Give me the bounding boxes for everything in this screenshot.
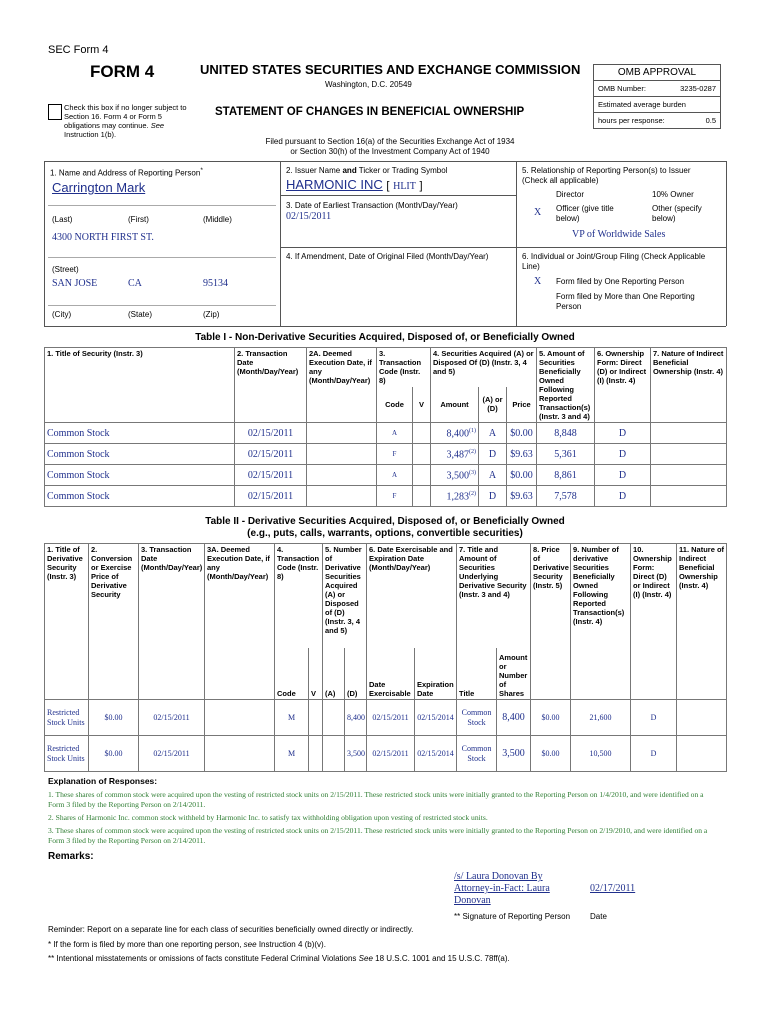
one-person-mark: X bbox=[534, 276, 542, 287]
t2-form: D bbox=[631, 700, 677, 736]
t1-h-owned: 5. Amount of Securities Beneficially Owned Following Reported Transaction(s) (Instr. 3 and 4) bbox=[537, 348, 595, 423]
explanation-1: 1. These shares of common stock were acquired upon the vesting of restricted stock units on 2/15/2011. These restricted stock units were initially granted to the Reporting Person on 1/4/2010, and were identified on a Form 3 filed by the Reporting Person on 2/14/2011. bbox=[48, 790, 704, 809]
omb-burden: Estimated average burden bbox=[593, 97, 721, 113]
t1-h-deemed: 2A. Deemed Execution Date, if any (Month/Day/Year) bbox=[307, 348, 377, 423]
city-value: SAN JOSE bbox=[52, 278, 98, 289]
t1-price: $9.63 bbox=[507, 444, 537, 465]
t1-owned: 8,848 bbox=[537, 423, 595, 444]
t1-deemed bbox=[307, 423, 377, 444]
t1-nature bbox=[651, 486, 727, 507]
t2-h-underlying: 7. Title and Amount of Securities Underlying Derivative Security (Instr. 3 and 4) bbox=[457, 544, 531, 648]
t2-h-shares: Amount or Number of Shares bbox=[497, 648, 531, 700]
t2-h-nature: 11. Nature of Indirect Beneficial Ownership (Instr. 4) bbox=[677, 544, 727, 700]
table2-title: Table II - Derivative Securities Acquired, Disposed of, or Beneficially Owned (e.g., puts, calls, warrants, options, convertible securities) bbox=[205, 516, 565, 539]
t1-price: $9.63 bbox=[507, 486, 537, 507]
t1-v bbox=[413, 423, 431, 444]
zip-value: 95134 bbox=[203, 278, 228, 289]
table-row bbox=[45, 736, 727, 772]
checkbox-text: Check this box if no longer subject to Section 16. Form 4 or Form 5 obligations may continue. See Instruction 1(b). bbox=[64, 103, 187, 139]
t2-date: 02/15/2011 bbox=[139, 700, 205, 736]
statement-title: STATEMENT OF CHANGES IN BENEFICIAL OWNERSHIP bbox=[215, 106, 525, 118]
t1-aod: D bbox=[479, 486, 507, 507]
t2-h-a: (A) bbox=[323, 648, 345, 700]
t1-code: A bbox=[377, 423, 413, 444]
street-label: (Street) bbox=[52, 265, 79, 274]
t1-h-code-sub: Code bbox=[377, 387, 413, 423]
t1-aod: A bbox=[479, 423, 507, 444]
box3-label: 3. Date of Earliest Transaction (Month/Day/Year) bbox=[286, 201, 458, 210]
state-value: CA bbox=[128, 278, 142, 289]
t1-price: $0.00 bbox=[507, 423, 537, 444]
t1-nature bbox=[651, 444, 727, 465]
t1-amount: 3,500$^{(3)}$ bbox=[431, 465, 479, 486]
middle-label: (Middle) bbox=[203, 215, 232, 224]
reminder: Reminder: Report on a separate line for each class of securities beneficially owned directly or indirectly. bbox=[48, 925, 414, 934]
last-label: (Last) bbox=[52, 215, 73, 224]
t1-h-acquired: 4. Securities Acquired (A) or Disposed Of (D) (Instr. 3, 4 and 5) bbox=[431, 348, 537, 387]
t2-a bbox=[323, 700, 345, 736]
t1-date: 02/15/2011 bbox=[235, 465, 307, 486]
t1-code: F bbox=[377, 486, 413, 507]
t2-security: Restricted Stock Units bbox=[45, 700, 89, 736]
t2-h-price: 8. Price of Derivative Security (Instr. 5) bbox=[531, 544, 571, 700]
t2-h-form: 10. Ownership Form: Direct (D) or Indirect (I) (Instr. 4) bbox=[631, 544, 677, 700]
omb-hours-row bbox=[593, 113, 721, 129]
t2-h-code-sub: Code bbox=[275, 648, 309, 700]
t2-exercisable: 02/15/2011 bbox=[367, 736, 415, 772]
omb-number-value: 3235-0287 bbox=[680, 84, 716, 93]
explanation-2: 2. Shares of Harmonic Inc. common stock withheld by Harmonic Inc. to satisfy tax withholding obligation upon vesting of restricted stock units. bbox=[48, 813, 488, 822]
t1-form: D bbox=[595, 444, 651, 465]
box1-label: 1. Name and Address of Reporting Person* bbox=[50, 167, 203, 178]
t1-form: D bbox=[595, 486, 651, 507]
t1-h-title: 1. Title of Security (Instr. 3) bbox=[45, 348, 235, 423]
t1-deemed bbox=[307, 486, 377, 507]
t2-deemed bbox=[205, 700, 275, 736]
date-label: Date bbox=[590, 912, 607, 921]
officer-title: VP of Worldwide Sales bbox=[572, 229, 666, 240]
signature-block bbox=[454, 871, 550, 907]
t2-h-title-sub: Title bbox=[457, 648, 497, 700]
t2-date: 02/15/2011 bbox=[139, 736, 205, 772]
t2-price: $0.00 bbox=[531, 736, 571, 772]
t1-amount: 8,400$^{(1)}$ bbox=[431, 423, 479, 444]
t1-h-v: V bbox=[413, 387, 431, 423]
t1-owned: 7,578 bbox=[537, 486, 595, 507]
form-title: FORM 4 bbox=[90, 62, 155, 81]
t2-code: M bbox=[275, 700, 309, 736]
footnote-1: * If the form is filed by more than one reporting person, see Instruction 4 (b)(v). bbox=[48, 940, 326, 949]
t1-deemed bbox=[307, 444, 377, 465]
city-label: (City) bbox=[52, 310, 72, 319]
sec-form-label: SEC Form 4 bbox=[48, 44, 109, 56]
t1-date: 02/15/2011 bbox=[235, 423, 307, 444]
explanation-3: 3. These shares of common stock were acquired upon the vesting of restricted stock units on 2/15/2011. These restricted stock units were initially granted to the Reporting Person on 2/19/2010, and were identified on a Form 3 filed by the Reporting Person on 2/14/2011. bbox=[48, 826, 708, 845]
t2-h-d: (D) bbox=[345, 648, 367, 700]
t2-h-owned: 9. Number of derivative Securities Beneficially Owned Following Reported Transaction(s) (Instr. 4) bbox=[571, 544, 631, 700]
t1-owned: 5,361 bbox=[537, 444, 595, 465]
signature-line2: Attorney-in-Fact: Laura bbox=[454, 883, 550, 894]
ticker-open: [ bbox=[386, 180, 390, 192]
t1-nature bbox=[651, 423, 727, 444]
t1-form: D bbox=[595, 465, 651, 486]
omb-approval-box bbox=[593, 64, 721, 129]
omb-title: OMB APPROVAL bbox=[593, 64, 721, 81]
t2-security: Restricted Stock Units bbox=[45, 736, 89, 772]
box6-label: 6. Individual or Joint/Group Filing (Check Applicable Line) bbox=[522, 252, 706, 271]
t1-h-amount: Amount bbox=[431, 387, 479, 423]
state-label: (State) bbox=[128, 310, 153, 319]
t1-security: Common Stock bbox=[45, 465, 235, 486]
filed-pursuant: Filed pursuant to Section 16(a) of the Securities Exchange Act of 1934 or Section 30(h) of the Investment Company Act of 1940 bbox=[265, 137, 515, 156]
t1-h-nature: 7. Nature of Indirect Beneficial Ownership (Instr. 4) bbox=[651, 348, 727, 423]
t2-underlying: Common Stock bbox=[457, 736, 497, 772]
t1-amount: 1,283$^{(2)}$ bbox=[431, 486, 479, 507]
t2-h-exp: Expiration Date bbox=[415, 648, 457, 700]
t1-aod: A bbox=[479, 465, 507, 486]
t1-v bbox=[413, 444, 431, 465]
t1-owned: 8,861 bbox=[537, 465, 595, 486]
t2-owned: 21,600 bbox=[571, 700, 631, 736]
t1-code: F bbox=[377, 444, 413, 465]
t2-nature bbox=[677, 736, 727, 772]
box4-label: 4. If Amendment, Date of Original Filed (Month/Day/Year) bbox=[286, 252, 489, 261]
t1-code: A bbox=[377, 465, 413, 486]
t2-underlying: Common Stock bbox=[457, 700, 497, 736]
one-person-option[interactable]: Form filed by One Reporting Person bbox=[556, 277, 685, 286]
t1-date: 02/15/2011 bbox=[235, 486, 307, 507]
t1-v bbox=[413, 465, 431, 486]
signature-line3: Donovan bbox=[454, 895, 491, 906]
t2-a bbox=[323, 736, 345, 772]
ten-percent-option[interactable]: 10% Owner bbox=[652, 190, 694, 199]
t2-h-date-ex: Date Exercisable bbox=[367, 648, 415, 700]
ticker-close: ] bbox=[419, 180, 423, 192]
agency-title: UNITED STATES SECURITIES AND EXCHANGE COMMISSION bbox=[200, 62, 581, 77]
earliest-transaction-date: 02/15/2011 bbox=[286, 211, 332, 222]
t2-h-number: 5. Number of Derivative Securities Acquired (A) or Disposed of (D) (Instr. 3, 4 and 5) bbox=[323, 544, 367, 648]
signature-line1: /s/ Laura Donovan By bbox=[454, 871, 543, 882]
t1-price: $0.00 bbox=[507, 465, 537, 486]
t1-deemed bbox=[307, 465, 377, 486]
footnote-2: ** Intentional misstatements or omissions of facts constitute Federal Criminal Violations See 18 U.S.C. 1001 and 15 U.S.C. 78ff(a). bbox=[48, 954, 510, 963]
table2 bbox=[44, 543, 727, 772]
remarks-title: Remarks: bbox=[48, 851, 94, 862]
t2-form: D bbox=[631, 736, 677, 772]
t1-v bbox=[413, 486, 431, 507]
table1 bbox=[44, 347, 727, 507]
issuer-name[interactable] bbox=[286, 177, 423, 192]
omb-hours-value: 0.5 bbox=[705, 116, 716, 125]
t1-security: Common Stock bbox=[45, 423, 235, 444]
t2-conversion: $0.00 bbox=[89, 700, 139, 736]
t1-aod: D bbox=[479, 444, 507, 465]
zip-label: (Zip) bbox=[203, 310, 220, 319]
t2-h-conversion: 2. Conversion or Exercise Price of Derivative Security bbox=[89, 544, 139, 700]
t2-h-code: 4. Transaction Code (Instr. 8) bbox=[275, 544, 323, 648]
t1-h-aod: (A) or (D) bbox=[479, 387, 507, 423]
table-row bbox=[45, 444, 727, 465]
other-option[interactable]: Other (specify below) bbox=[652, 204, 702, 223]
t2-h-deemed: 3A. Deemed Execution Date, if any (Month/Day/Year) bbox=[205, 544, 275, 700]
t2-deemed bbox=[205, 736, 275, 772]
table-row bbox=[45, 486, 727, 507]
table1-title: Table I - Non-Derivative Securities Acquired, Disposed of, or Beneficially Owned bbox=[195, 332, 575, 343]
t2-shares: 8,400 bbox=[497, 700, 531, 736]
t2-v bbox=[309, 736, 323, 772]
box2-label: 2. Issuer Name and Ticker or Trading Symbol bbox=[286, 166, 448, 175]
t2-h-exercisable: 6. Date Exercisable and Expiration Date (Month/Day/Year) bbox=[367, 544, 457, 648]
t1-h-price: Price bbox=[507, 387, 537, 423]
t2-code: M bbox=[275, 736, 309, 772]
t1-nature bbox=[651, 465, 727, 486]
no-longer-subject-checkbox[interactable] bbox=[48, 104, 62, 120]
box5-label: 5. Relationship of Reporting Person(s) to Issuer (Check all applicable) bbox=[522, 166, 691, 185]
street-address: 4300 NORTH FIRST ST. bbox=[52, 232, 154, 243]
t1-h-form: 6. Ownership Form: Direct (D) or Indirect (I) (Instr. 4) bbox=[595, 348, 651, 423]
t2-exercisable: 02/15/2011 bbox=[367, 700, 415, 736]
first-label: (First) bbox=[128, 215, 149, 224]
t2-conversion: $0.00 bbox=[89, 736, 139, 772]
issuer-link[interactable]: HARMONIC INC bbox=[286, 177, 383, 192]
signature-date: 02/17/2011 bbox=[590, 883, 636, 894]
officer-option[interactable]: Officer (give title below) bbox=[556, 204, 614, 223]
t1-security: Common Stock bbox=[45, 444, 235, 465]
t2-h-date: 3. Transaction Date (Month/Day/Year) bbox=[139, 544, 205, 700]
agency-city: Washington, D.C. 20549 bbox=[325, 80, 412, 89]
t2-v bbox=[309, 700, 323, 736]
omb-number-label: OMB Number: bbox=[598, 84, 646, 93]
t2-d: 3,500 bbox=[345, 736, 367, 772]
table-row bbox=[45, 423, 727, 444]
t1-amount: 3,487$^{(2)}$ bbox=[431, 444, 479, 465]
t2-h-v: V bbox=[309, 648, 323, 700]
explanation-title: Explanation of Responses: bbox=[48, 776, 158, 786]
t2-h-title: 1. Title of Derivative Security (Instr. 3) bbox=[45, 544, 89, 700]
t1-h-date: 2. Transaction Date (Month/Day/Year) bbox=[235, 348, 307, 423]
director-option[interactable]: Director bbox=[556, 190, 585, 199]
table-row bbox=[45, 465, 727, 486]
t2-price: $0.00 bbox=[531, 700, 571, 736]
t2-nature bbox=[677, 700, 727, 736]
more-persons-option[interactable]: Form filed by More than One Reporting Person bbox=[556, 292, 695, 311]
officer-mark: X bbox=[534, 207, 542, 218]
t2-expiration: 02/15/2014 bbox=[415, 736, 457, 772]
t2-owned: 10,500 bbox=[571, 736, 631, 772]
omb-hours-label: hours per response: bbox=[598, 116, 665, 125]
omb-number-row bbox=[593, 81, 721, 97]
t2-d: 8,400 bbox=[345, 700, 367, 736]
t1-security: Common Stock bbox=[45, 486, 235, 507]
t1-form: D bbox=[595, 423, 651, 444]
t1-h-code: 3. Transaction Code (Instr. 8) bbox=[377, 348, 431, 387]
signature-label: ** Signature of Reporting Person bbox=[454, 912, 571, 921]
t1-date: 02/15/2011 bbox=[235, 444, 307, 465]
t2-expiration: 02/15/2014 bbox=[415, 700, 457, 736]
reporting-person-name[interactable]: Carrington Mark bbox=[52, 180, 146, 195]
table-row bbox=[45, 700, 727, 736]
ticker-symbol: HLIT bbox=[393, 181, 416, 192]
t2-shares: 3,500 bbox=[497, 736, 531, 772]
